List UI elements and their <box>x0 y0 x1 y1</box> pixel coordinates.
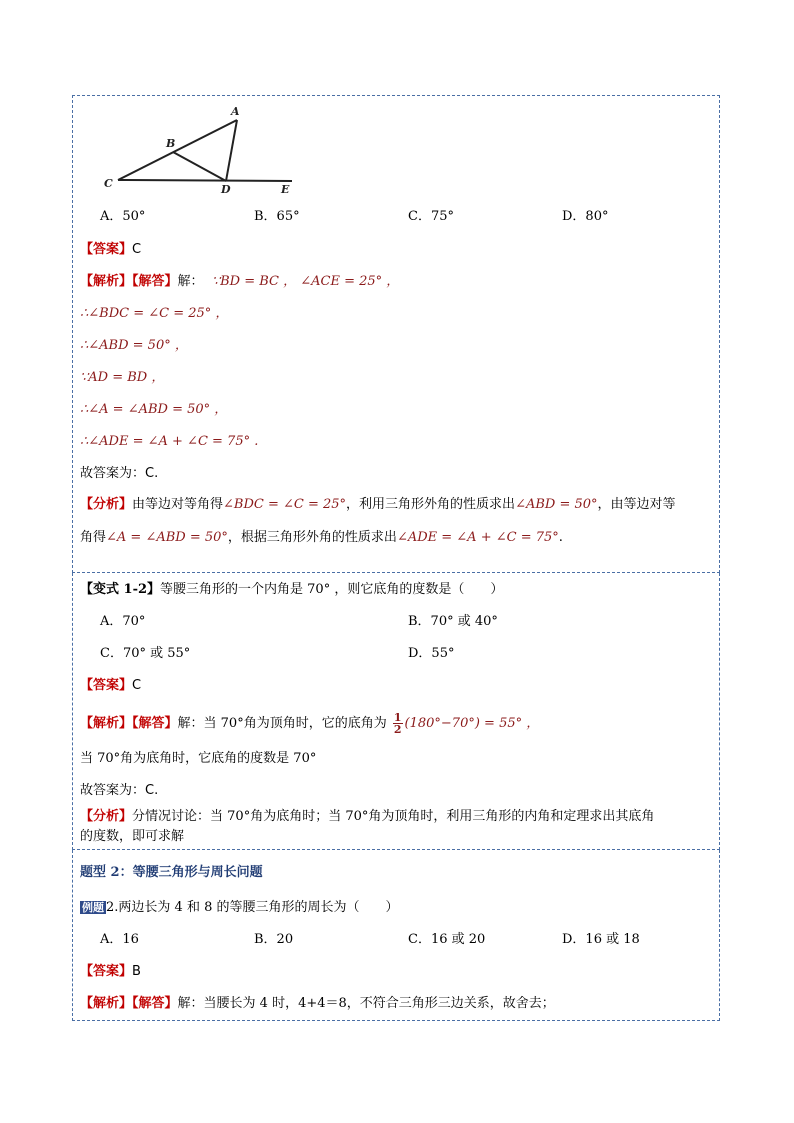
q3-stem: 例题 2.两边长为 4 和 8 的等腰三角形的周长为（ ） <box>82 900 399 915</box>
segment-CA <box>118 120 237 180</box>
q1-solution-step2: ∴∠BDC = ∠C = 25° ， <box>80 306 229 321</box>
q1-solution-step1: 【解析】【解答】解： ∵BD = BC ， ∠ACE = 25° ， <box>80 274 400 289</box>
q1-option-a[interactable]: A．50° <box>100 209 146 224</box>
q1-solution-step6: ∴∠ADE = ∠A + ∠C = 75° . <box>80 434 259 449</box>
q1-option-b[interactable]: B．65° <box>254 209 300 224</box>
segment-CE <box>118 180 292 181</box>
q3-option-c[interactable]: C．16 或 20 <box>408 932 486 947</box>
q2-conclusion: 故答案为：C. <box>80 783 159 798</box>
section-title: 题型 2：等腰三角形与周长问题 <box>80 865 263 880</box>
label-E: E <box>281 183 290 195</box>
q3-option-a[interactable]: A．16 <box>100 932 139 947</box>
q1-analysis-line2: 角得∠A = ∠ABD = 50°，根据三角形外角的性质求出∠ADE = ∠A + ∠C = 75°. <box>80 530 563 545</box>
q2-solution-line1: 【解析】【解答】解：当 70°角为顶角时，它的底角为 $\frac{1}{2}$ (180°−70°) = 55° ， <box>80 711 540 736</box>
triangle-figure <box>100 100 310 195</box>
q2-answer: 【答案】C <box>80 678 142 693</box>
q3-answer: 【答案】B <box>80 964 141 979</box>
q1-option-d[interactable]: D．80° <box>562 209 609 224</box>
fraction-one-half: $\frac{1}{2}$ <box>393 711 402 736</box>
q1-solution-step3: ∴∠ABD = 50° ， <box>80 338 188 353</box>
q1-conclusion: 故答案为：C. <box>80 466 159 481</box>
q2-solution-line2: 当 70°角为底角时，它底角的度数是 70° <box>80 751 317 766</box>
q3-option-d[interactable]: D．16 或 18 <box>562 932 640 947</box>
label-C: C <box>104 177 113 190</box>
q1-option-c[interactable]: C．75° <box>408 209 454 224</box>
q1-answer: 【答案】C <box>80 242 142 257</box>
q1-solution-step4: ∵AD = BD ， <box>80 370 165 385</box>
label-A: A <box>231 105 240 118</box>
q3-solution-line1: 【解析】【解答】解：当腰长为 4 时，4+4＝8，不符合三角形三边关系，故舍去； <box>80 996 555 1011</box>
q1-analysis-line1: 【分析】由等边对等角得∠BDC = ∠C = 25°，利用三角形外角的性质求出∠ABD = 50°，由等边对等 <box>80 497 676 512</box>
q3-option-b[interactable]: B．20 <box>254 932 294 947</box>
q1-solution-step5: ∴∠A = ∠ABD = 50° ， <box>80 402 228 417</box>
label-D: D <box>221 183 231 195</box>
label-B: B <box>166 137 176 150</box>
segment-AD <box>226 120 237 181</box>
q2-option-d[interactable]: D．55° <box>408 646 455 661</box>
example-badge: 例题 <box>82 901 104 914</box>
segment-BD <box>173 152 226 181</box>
q2-analysis-line1: 【分析】分情况讨论：当 70°角为底角时；当 70°角为顶角时，利用三角形的内角和定理求出其底角 <box>80 809 655 824</box>
q2-option-a[interactable]: A．70° <box>100 614 146 629</box>
q2-stem: 【变式 1-2】等腰三角形的一个内角是 70° ，则它底角的度数是（ ） <box>80 582 504 597</box>
q2-analysis-line2: 的度数，即可求解 <box>80 829 185 844</box>
q2-option-c[interactable]: C．70° 或 55° <box>100 646 191 661</box>
q2-option-b[interactable]: B．70° 或 40° <box>408 614 498 629</box>
